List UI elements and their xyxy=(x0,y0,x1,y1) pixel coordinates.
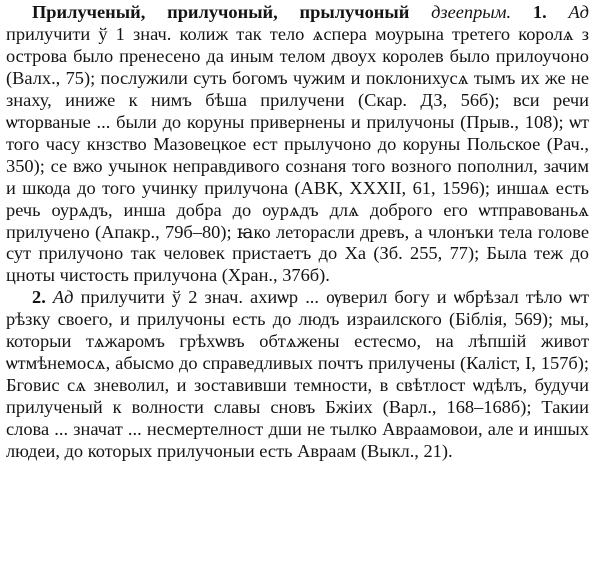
part-of-speech: дзеепрым. xyxy=(431,2,512,22)
sense-1-body: прилучити ў 1 знач. колиж так тело ѧспера моурына третего королѧ з острова было пренесено да иным телом двоух королев было прилоучоно (Валх., 75); послужили суть богомъ чужим и поклонихусѧ тымъ их же не знаху, иниже к нимъ бѣша прилучени (Скар. ДЗ, 56б); вси речи ѡторваные ... были до коруны привернены и прилучоны (Прыв., 108); ѡт того часу кнзство Мазовецкое ест прылучоно до коруны Польское (Рач., 350); се вжо учынок неправдивого сознаня того возного пополнил, зачим и шкода до того учинку прилучона (АВК, XXXII, 61, 1596); иншаѧ есть речь оурѧдъ, инша добра до оурѧдъ длѧ доброго его ѡтправованьѧ прилучено (Апакр., 79б–80); ꙗко леторасли древъ, а члонъки тела голове сут прилучоно так человек пристаетъ до Ха (Зб. 255, 77); Была теж до цноты чистость прилучона (Хран., 376б). xyxy=(6,23,589,286)
sense-1-paragraph xyxy=(6,2,589,287)
headword: Прилученый, прилучоный, прылучоный xyxy=(32,2,410,22)
sense-2-paragraph xyxy=(6,287,589,463)
sense-1-reference: Ад xyxy=(568,2,589,22)
sense-2-reference: Ад xyxy=(52,287,74,308)
sense-1-number: 1. xyxy=(532,2,547,22)
sense-2-number: 2. xyxy=(32,287,46,308)
sense-2-body: прилучити ў 2 знач. ахиѡр ... ѹверил богу и ѡбрѣзал тѣло ѡт рѣзку своего, и прилучоны есть до людъ израилского (Біблія, 569); мы, которыи тѧжаромъ грѣхѡвъ обтѧжены естесмо, на лѣпшій живот ѡтмѣнемосѧ, абысмо до справедливых почтъ прилучены (Каліст, I, 157б); Бговис сѧ зневолил, и зоставивши темности, в свѣтлост ѡдѣлъ, будучи прилученый к волности славы сновъ Бжіих (Варл., 168–168б); Такии слова ... значат ... несмертелност дши не тылко Авраамовои, але и иншых людеи, до которых прилучоныи есть Авраам (Выкл., 21). xyxy=(6,287,589,462)
dictionary-entry xyxy=(6,2,589,463)
